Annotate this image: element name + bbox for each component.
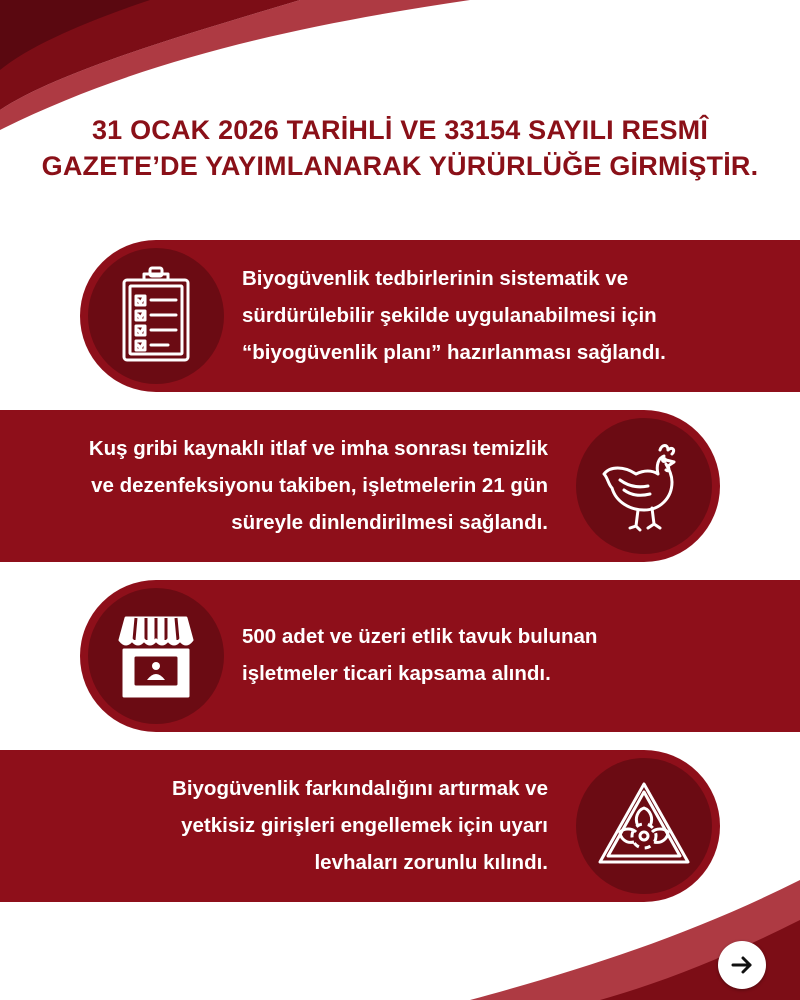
title-line-1: 31 OCAK 2026 TARİHLİ VE 33154 SAYILI RESMÎ	[91, 115, 709, 145]
info-band-commercial-scope	[80, 580, 800, 732]
page-title	[0, 112, 800, 184]
title-line-2: GAZETE’DE YAYIMLANARAK YÜRÜRLÜĞE GİRMİŞTİR.	[41, 151, 759, 181]
icon-badge	[576, 758, 712, 894]
info-text-line: ve dezenfeksiyonu takiben, işletmelerin 21 gün	[91, 474, 548, 497]
info-text	[89, 430, 548, 541]
info-text	[172, 770, 548, 881]
info-text-line: sürdürülebilir şekilde uygulanabilmesi için	[242, 304, 657, 327]
info-text-line: yetkisiz girişleri engellemek için uyarı	[181, 814, 548, 837]
info-band-warning-signs	[0, 750, 720, 902]
icon-badge	[88, 588, 224, 724]
chicken-icon	[594, 436, 694, 536]
info-text-line: “biyogüvenlik planı” hazırlanması sağlandı.	[242, 341, 666, 364]
info-band-rest-period	[0, 410, 720, 562]
info-text-line: Biyogüvenlik tedbirlerinin sistematik ve	[242, 267, 629, 290]
biohazard-warning-icon	[594, 776, 694, 876]
icon-badge	[88, 248, 224, 384]
info-text-line: süreyle dinlendirilmesi sağlandı.	[231, 511, 548, 534]
info-text	[242, 618, 597, 692]
next-button[interactable]	[718, 941, 766, 989]
info-text	[242, 260, 666, 371]
info-text-line: Kuş gribi kaynaklı itlaf ve imha sonrası temizlik	[88, 437, 548, 460]
clipboard-checklist-icon	[106, 266, 206, 366]
storefront-icon	[106, 606, 206, 706]
info-text-line: Biyogüvenlik farkındalığını artırmak ve	[172, 777, 548, 800]
info-text-line: işletmeler ticari kapsama alındı.	[242, 662, 551, 685]
icon-badge	[576, 418, 712, 554]
info-band-biosecurity-plan	[80, 240, 800, 392]
info-text-line: levhaları zorunlu kılındı.	[314, 851, 548, 874]
arrow-right-icon	[728, 951, 756, 979]
info-text-line: 500 adet ve üzeri etlik tavuk bulunan	[242, 625, 598, 648]
